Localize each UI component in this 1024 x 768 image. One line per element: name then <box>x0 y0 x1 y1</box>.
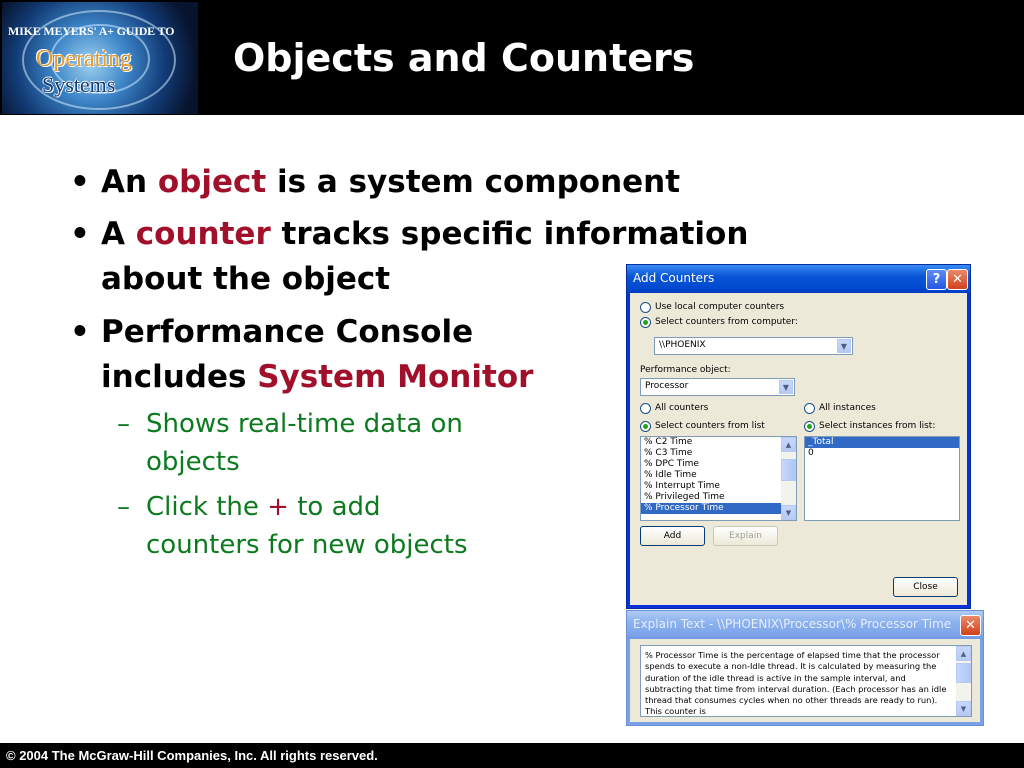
copyright-text: © 2004 The McGraw-Hill Companies, Inc. All rights reserved. <box>6 748 378 763</box>
counter-item[interactable]: % Privileged Time <box>644 492 725 502</box>
explain-textarea[interactable] <box>640 645 972 717</box>
explain-scrollbar[interactable] <box>956 646 971 716</box>
dialog-title: Add Counters <box>633 271 715 285</box>
highlight-object: object <box>157 164 267 200</box>
slide-title: Objects and Counters <box>233 36 695 80</box>
counter-item[interactable]: % C2 Time <box>644 437 693 447</box>
dialog-titlebar[interactable] <box>627 265 970 293</box>
instance-item[interactable]: 0 <box>808 448 814 458</box>
scroll-up-icon[interactable]: ▲ <box>781 437 796 452</box>
instances-list[interactable] <box>804 436 960 521</box>
logo-top-text: MIKE MEYERS' A+ GUIDE TO <box>8 24 175 38</box>
use-local-radio[interactable] <box>640 302 651 313</box>
explain-text-window <box>626 610 984 726</box>
explain-button[interactable]: Explain <box>713 526 778 546</box>
close-icon: ✕ <box>952 272 963 287</box>
select-instances-label: Select instances from list: <box>819 421 936 431</box>
all-instances-label: All instances <box>819 403 876 413</box>
close-window-button[interactable] <box>947 269 968 290</box>
explain-close-button[interactable] <box>960 615 981 636</box>
counter-item-selected[interactable]: % Processor Time <box>641 503 796 514</box>
highlight-system-monitor: System Monitor <box>257 359 534 395</box>
add-counters-dialog <box>626 264 971 609</box>
explain-text: % Processor Time is the percentage of elapsed time that the processor spends to execute a non-Idle thread. It is calculated by measuring the duration of the idle thread is active in the sample interval, and subtracting that time from interval duration. (Each processor has an idle thread that consumes cycles when no other threads are ready to run). This counter is <box>645 650 947 717</box>
slide-header <box>0 0 1024 115</box>
help-button[interactable] <box>926 269 947 290</box>
select-computer-radio[interactable] <box>640 317 651 328</box>
counters-list[interactable] <box>640 436 797 521</box>
book-logo <box>2 2 198 114</box>
select-counters-radio[interactable] <box>640 421 651 432</box>
counters-scrollbar[interactable] <box>781 437 796 520</box>
counter-item[interactable]: % C3 Time <box>644 448 693 458</box>
use-local-label: Use local computer counters <box>655 302 785 312</box>
select-instances-radio[interactable] <box>804 421 815 432</box>
logo-line2: Systems <box>42 72 116 97</box>
perf-object-select[interactable]: Processor ▼ <box>640 378 795 396</box>
select-computer-label: Select counters from computer: <box>655 317 798 327</box>
all-counters-radio[interactable] <box>640 403 651 414</box>
scroll-thumb[interactable] <box>956 663 971 683</box>
close-button[interactable]: Close <box>893 577 958 597</box>
counter-item[interactable]: % DPC Time <box>644 459 699 469</box>
logo-line1: Operating <box>36 46 132 72</box>
counter-item[interactable]: % Idle Time <box>644 470 697 480</box>
bullet-dot: • <box>70 164 90 200</box>
all-counters-label: All counters <box>655 403 709 413</box>
bullet-dot: • <box>70 216 90 252</box>
explain-title: Explain Text - \\PHOENIX\Processor\% Processor Time <box>633 617 952 631</box>
slide-footer <box>0 743 1024 768</box>
select-counters-label: Select counters from list <box>655 421 765 431</box>
perf-object-label: Performance object: <box>640 365 731 375</box>
highlight-counter: counter <box>135 216 271 252</box>
add-button[interactable]: Add <box>640 526 705 546</box>
plus-symbol: + <box>267 492 289 522</box>
explain-titlebar[interactable] <box>627 611 983 639</box>
instance-item-selected[interactable]: _Total <box>805 437 959 448</box>
chevron-down-icon: ▼ <box>837 339 851 353</box>
explain-body <box>630 639 980 722</box>
scroll-up-icon[interactable]: ▲ <box>956 646 971 661</box>
scroll-down-icon[interactable]: ▼ <box>956 701 971 716</box>
counter-item[interactable]: % Interrupt Time <box>644 481 720 491</box>
help-icon: ? <box>932 272 941 287</box>
chevron-down-icon: ▼ <box>779 380 793 394</box>
all-instances-radio[interactable] <box>804 403 815 414</box>
computer-select[interactable]: \\PHOENIX ▼ <box>654 337 853 355</box>
close-icon: ✕ <box>965 618 976 633</box>
scroll-thumb[interactable] <box>781 459 796 481</box>
bullet-dot: • <box>70 314 90 350</box>
scroll-down-icon[interactable]: ▼ <box>781 505 796 520</box>
dialog-body <box>630 293 967 605</box>
